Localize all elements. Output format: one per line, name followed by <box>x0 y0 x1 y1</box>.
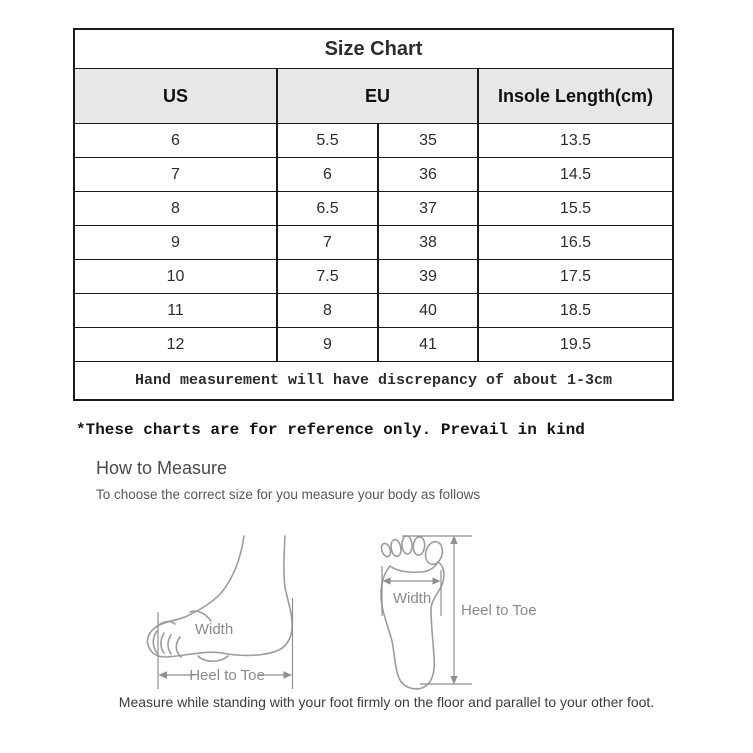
table-title-row <box>74 29 673 69</box>
table-header-row <box>74 69 673 124</box>
us-size-cell: 6 <box>74 124 277 158</box>
toe-wrinkle-icon <box>153 631 157 653</box>
column-header-eu: EU <box>277 69 478 124</box>
measurement-discrepancy-note: Hand measurement will have discrepancy of about 1-3cm <box>74 362 673 401</box>
table-title: Size Chart <box>74 29 673 69</box>
how-to-measure-title: How to Measure <box>96 458 228 478</box>
eu-size-cell: 39 <box>378 260 478 294</box>
top-heel-to-toe-label: Heel to Toe <box>461 602 537 619</box>
us-size-cell: 12 <box>74 328 277 362</box>
eu-size-cell: 7 <box>277 226 378 260</box>
ball-crease-icon <box>176 637 181 657</box>
arrowhead-right-icon <box>433 577 441 584</box>
sole-pad-icon <box>198 656 228 661</box>
foot-side-view-diagram <box>147 536 292 689</box>
us-size-cell: 8 <box>74 192 277 226</box>
table-row <box>74 328 673 362</box>
eu-size-cell: 36 <box>378 158 478 192</box>
table-row <box>74 260 673 294</box>
side-heel-to-toe-label: Heel to Toe <box>189 667 265 684</box>
insole-length-cell: 19.5 <box>478 328 673 362</box>
eu-size-cell: 5.5 <box>277 124 378 158</box>
table-row <box>74 294 673 328</box>
reference-note: *These charts are for reference only. Prevail in kind <box>76 421 585 439</box>
toe-knuckle-icon <box>157 622 175 627</box>
how-to-measure-subtitle: To choose the correct size for you measure your body as follows <box>96 487 481 502</box>
toe-icon <box>413 536 426 555</box>
table-row <box>74 226 673 260</box>
us-size-cell: 10 <box>74 260 277 294</box>
table-row <box>74 124 673 158</box>
toe-icon <box>380 542 392 558</box>
eu-size-cell: 35 <box>378 124 478 158</box>
insole-length-cell: 17.5 <box>478 260 673 294</box>
eu-size-cell: 8 <box>277 294 378 328</box>
eu-size-cell: 6 <box>277 158 378 192</box>
arrowhead-down-icon <box>450 676 457 685</box>
eu-size-cell: 38 <box>378 226 478 260</box>
big-toe-icon <box>423 540 444 566</box>
table-row <box>74 158 673 192</box>
toe-icon <box>402 536 413 554</box>
size-chart-table <box>73 28 674 401</box>
side-width-label: Width <box>194 621 234 638</box>
arrowhead-up-icon <box>450 536 457 545</box>
foot-measure-diagram <box>130 520 570 705</box>
eu-size-cell: 9 <box>277 328 378 362</box>
arrowhead-left-icon <box>159 671 168 679</box>
top-width-label: Width <box>392 590 432 607</box>
eu-size-cell: 7.5 <box>277 260 378 294</box>
table-footnote-row <box>74 362 673 401</box>
insole-length-cell: 16.5 <box>478 226 673 260</box>
foot-top-view-diagram <box>380 536 537 689</box>
insole-length-cell: 13.5 <box>478 124 673 158</box>
us-size-cell: 11 <box>74 294 277 328</box>
table-row <box>74 192 673 226</box>
insole-length-cell: 18.5 <box>478 294 673 328</box>
arrowhead-right-icon <box>284 671 293 679</box>
measure-instruction-caption: Measure while standing with your foot firmly on the floor and parallel to your other foot. <box>118 694 655 710</box>
insole-length-cell: 15.5 <box>478 192 673 226</box>
eu-size-cell: 41 <box>378 328 478 362</box>
eu-size-cell: 6.5 <box>277 192 378 226</box>
column-header-us: US <box>74 69 277 124</box>
insole-length-cell: 14.5 <box>478 158 673 192</box>
us-size-cell: 9 <box>74 226 277 260</box>
toe-wrinkle-icon <box>168 635 171 654</box>
us-size-cell: 7 <box>74 158 277 192</box>
column-header-insole: Insole Length(cm) <box>478 69 673 124</box>
toe-wrinkle-icon <box>161 633 164 653</box>
eu-size-cell: 37 <box>378 192 478 226</box>
toe-icon <box>390 539 402 557</box>
eu-size-cell: 40 <box>378 294 478 328</box>
